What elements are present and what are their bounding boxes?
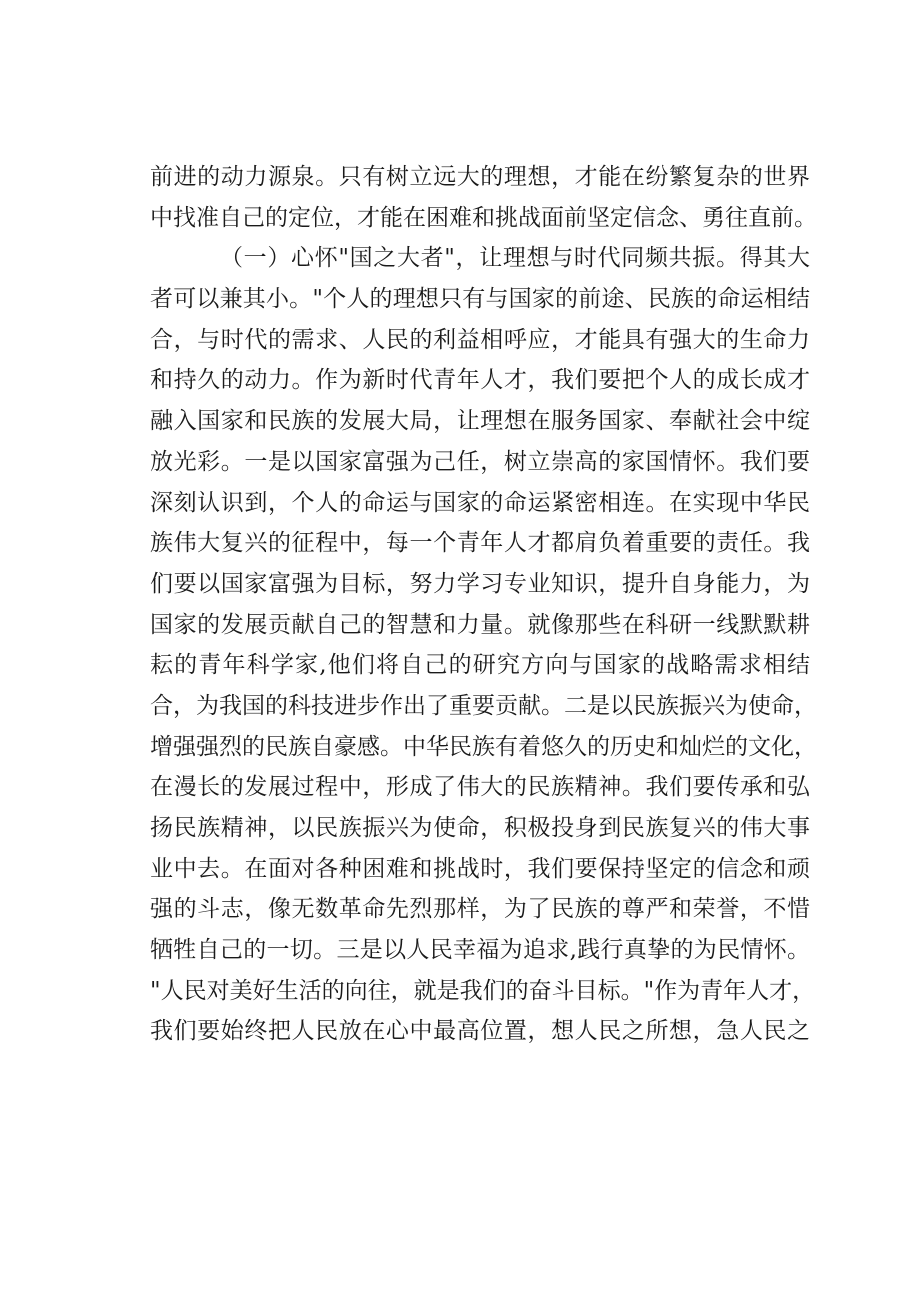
text-line: 们要以国家富强为目标，努力学习专业知识，提升自身能力，为 — [150, 570, 810, 597]
section-heading-line: （一）心怀"国之大者"，让理想与时代同频共振。得其大 — [220, 245, 810, 272]
text-line: 合，与时代的需求、人民的利益相呼应，才能具有强大的生命力 — [150, 326, 810, 353]
text-line: 增强强烈的民族自豪感。中华民族有着悠久的历史和灿烂的文化， — [150, 733, 817, 760]
text-line: 业中去。在面对各种困难和挑战时，我们要保持坚定的信念和顽 — [150, 855, 810, 882]
text-line: 耘的青年科学家,他们将自己的研究方向与国家的战略需求相结 — [150, 652, 810, 679]
text-line: 合，为我国的科技进步作出了重要贡献。二是以民族振兴为使命， — [150, 692, 817, 719]
text-line: 融入国家和民族的发展大局，让理想在服务国家、奉献社会中绽 — [150, 408, 810, 435]
body-text — [150, 157, 817, 1052]
text-line: 前进的动力源泉。只有树立远大的理想，才能在纷繁复杂的世界 — [150, 164, 810, 190]
text-line: 和持久的动力。作为新时代青年人才，我们要把个人的成长成才 — [150, 367, 810, 394]
text-line: 放光彩。一是以国家富强为己任，树立崇高的家国情怀。我们要 — [150, 448, 810, 475]
text-line: 强的斗志，像无数革命先烈那样，为了民族的尊严和荣誉，不惜 — [150, 896, 810, 923]
text-line: 我们要始终把人民放在心中最高位置，想人民之所想，急人民之 — [150, 1018, 810, 1045]
text-line: 牺牲自己的一切。三是以人民幸福为追求,践行真挚的为民情怀。 — [150, 937, 810, 964]
text-line: 深刻认识到，个人的命运与国家的命运紧密相连。在实现中华民 — [150, 489, 810, 516]
text-line: 中找准自己的定位，才能在困难和挑战面前坚定信念、勇往直前。 — [150, 204, 817, 231]
text-line: "人民对美好生活的向往，就是我们的奋斗目标。"作为青年人才， — [150, 977, 816, 1004]
text-line: 在漫长的发展过程中，形成了伟大的民族精神。我们要传承和弘 — [150, 774, 810, 801]
text-line: 扬民族精神，以民族振兴为使命，积极投身到民族复兴的伟大事 — [150, 815, 810, 841]
text-line: 族伟大复兴的征程中，每一个青年人才都肩负着重要的责任。我 — [150, 530, 810, 557]
text-line: 者可以兼其小。"个人的理想只有与国家的前途、民族的命运相结 — [150, 286, 810, 313]
text-line: 国家的发展贡献自己的智慧和力量。就像那些在科研一线默默耕 — [150, 611, 810, 638]
